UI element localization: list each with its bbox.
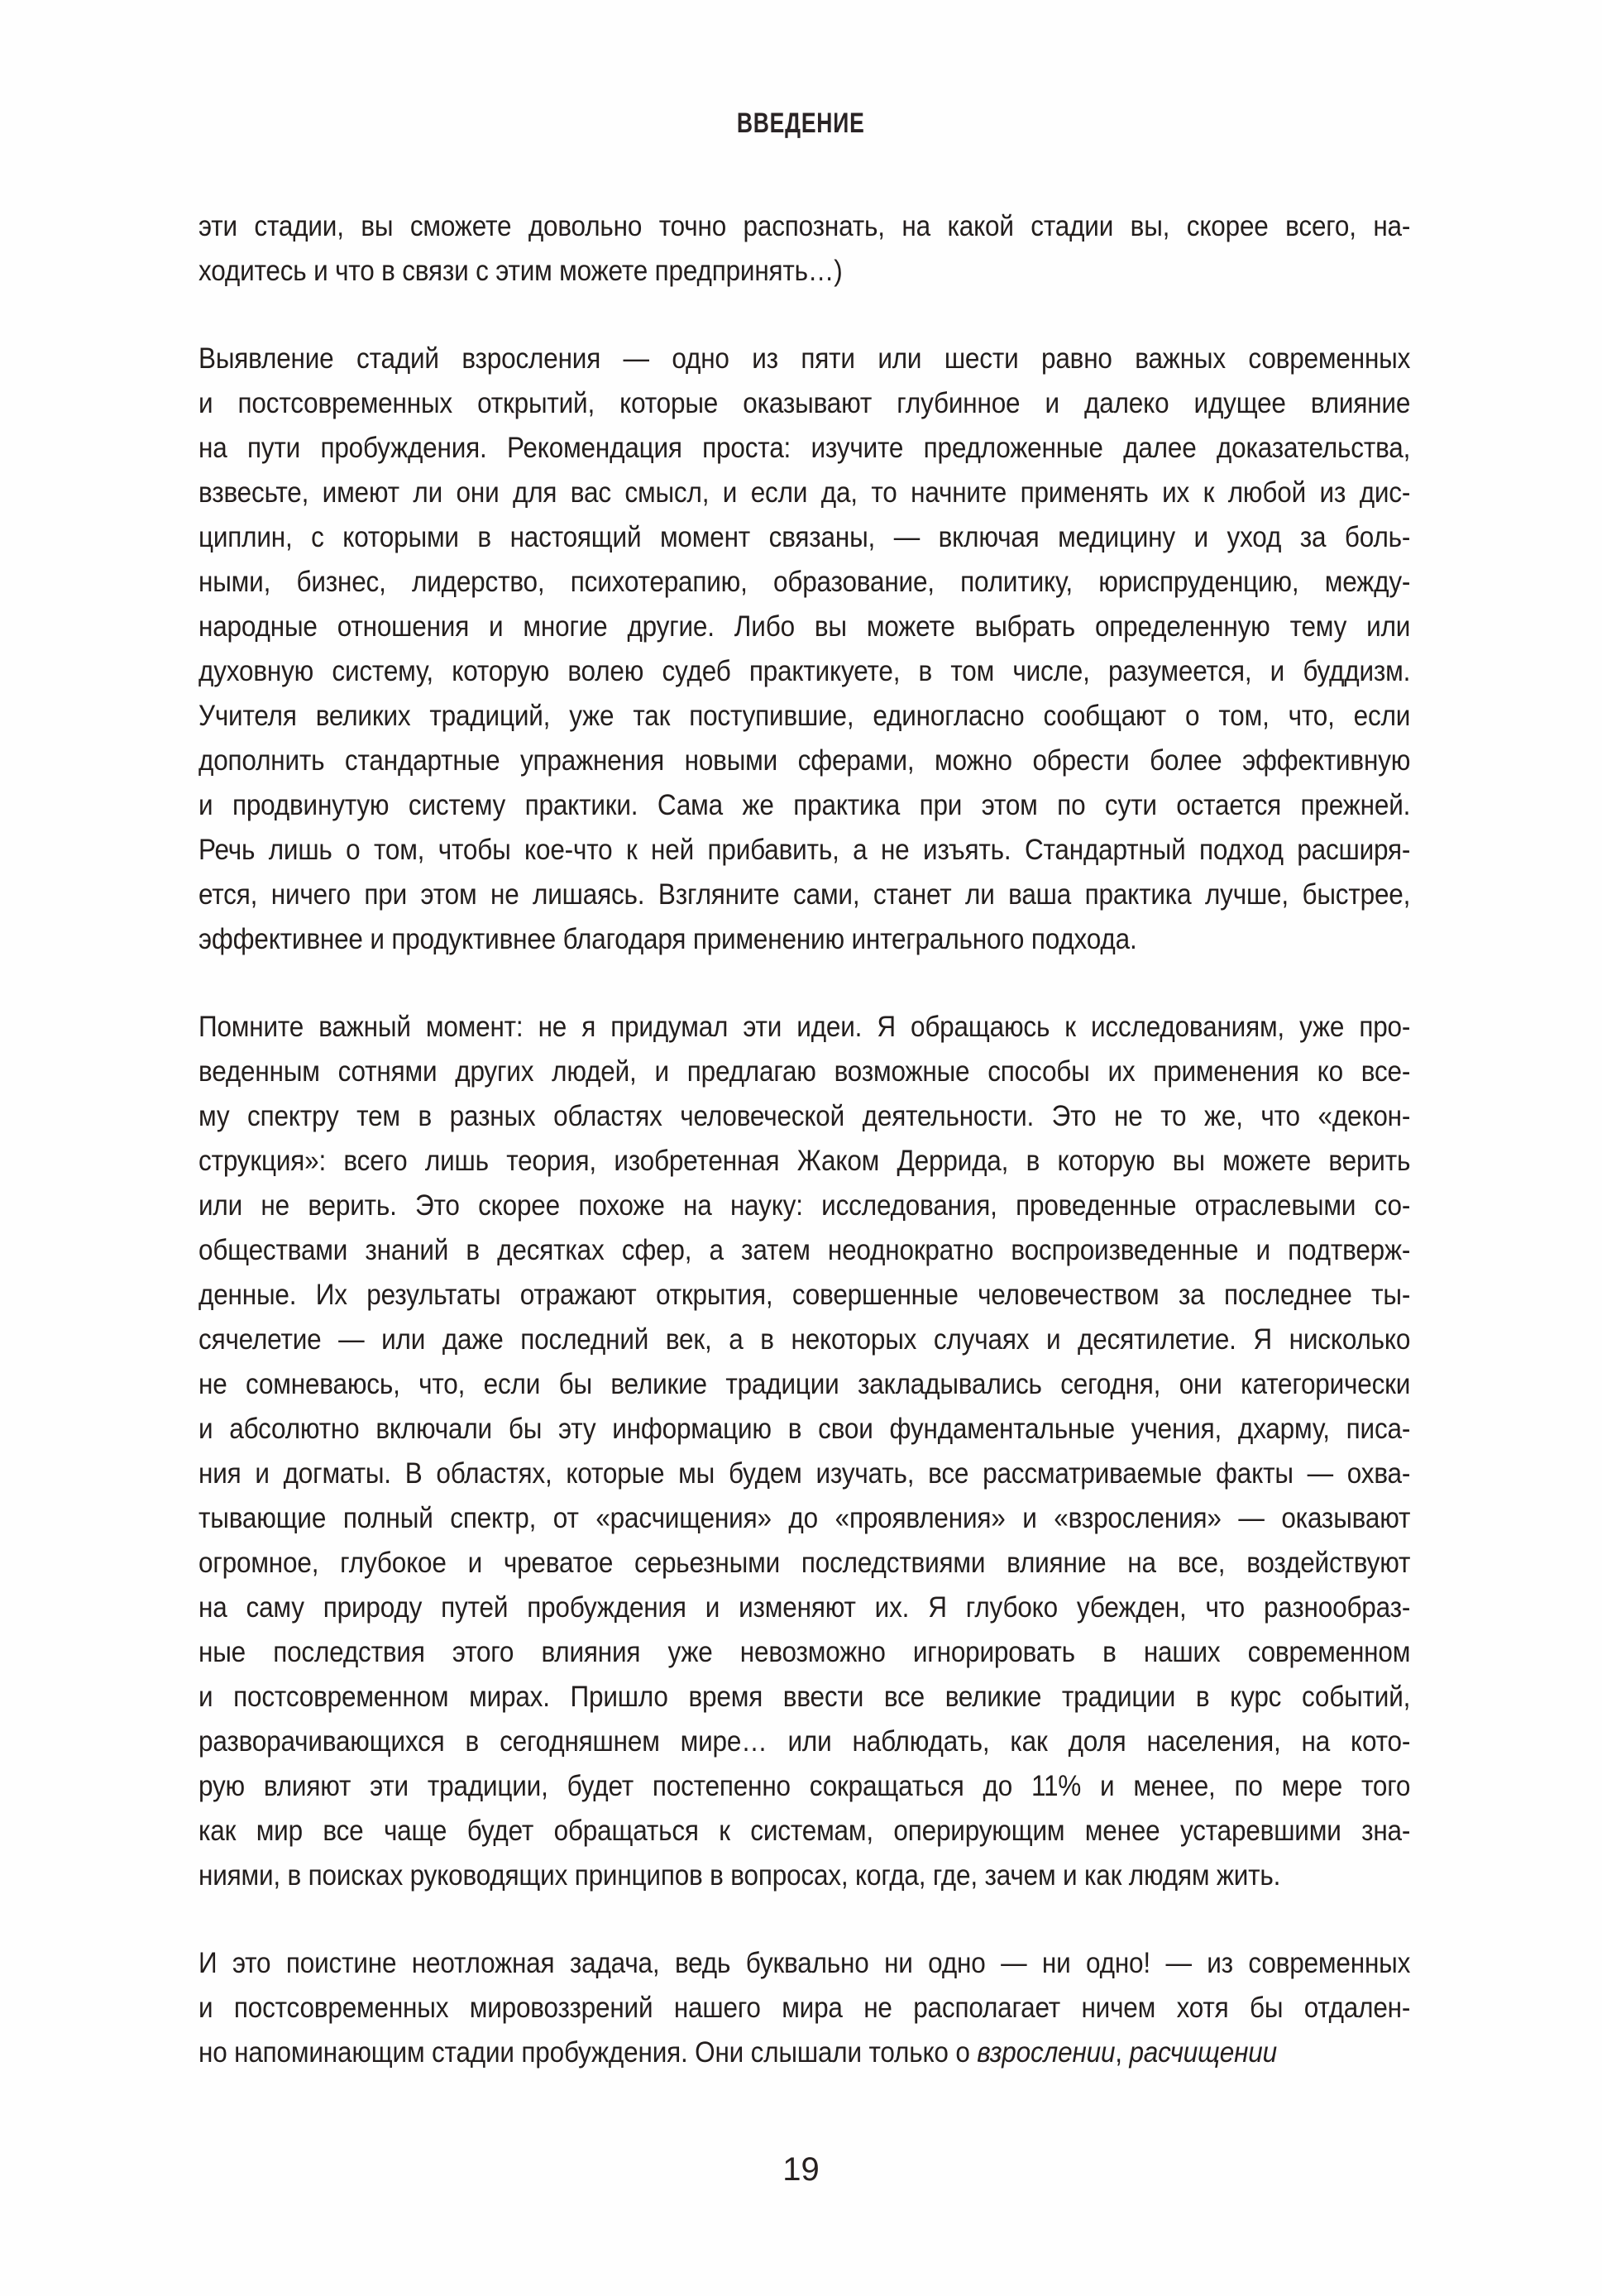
text-line: ния и догматы. В областях, которые мы будем изучать, все рассматриваемые факты — охва- [198, 1457, 1411, 1490]
text-line: денные. Их результаты отражают открытия, совершенные человечеством за последнее ты- [198, 1279, 1411, 1311]
text-line: и продвинутую систему практики. Сама же практика при этом по сути остается прежней. [198, 789, 1411, 821]
text-line: му спектру тем в разных областях человеческой деятельности. Это не то же, что «декон- [198, 1100, 1411, 1132]
text-line: и постсовременных открытий, которые оказывают глубинное и далеко идущее влияние [198, 387, 1411, 419]
page-number: 19 [782, 2151, 820, 2188]
text-line: Выявление стадий взросления — одно из пяти или шести равно важных современных [198, 342, 1411, 375]
text-line: ходитесь и что в связи с этим можете предпринять…) [198, 255, 843, 287]
text-line: Учителя великих традиций, уже так поступившие, единогласно сообщают о том, что, если [198, 700, 1411, 732]
text-line: на пути пробуждения. Рекомендация проста: изучите предложенные далее доказательства, [198, 432, 1411, 464]
paragraph [198, 1941, 1410, 2075]
text-line: взвесьте, имеют ли они для вас смысл, и если да, то начните применять их к любой из дис- [198, 476, 1411, 509]
text-line: разворачивающихся в сегодняшнем мире… или наблюдать, как доля населения, на кото- [198, 1725, 1411, 1758]
text-line: как мир все чаще будет обращаться к системам, оперирующим менее устаревшими зна- [198, 1815, 1411, 1847]
paragraph [198, 204, 1410, 294]
text-line: И это поистине неотложная задача, ведь буквально ни одно — ни одно! — из современных [198, 1947, 1411, 1979]
text-line: и постсовременном мирах. Пришло время ввести все великие традиции в курс событий, [198, 1681, 1411, 1713]
text-line: веденным сотнями других людей, и предлагаю возможные способы их применения ко все- [198, 1055, 1411, 1088]
text-line: на саму природу путей пробуждения и изменяют их. Я глубоко убежден, что разнообраз- [198, 1591, 1411, 1624]
text-line: тывающие полный спектр, от «расчищения» до «проявления» и «взросления» — оказывают [198, 1502, 1411, 1534]
text-line: струкция»: всего лишь теория, изобретенная Жаком Деррида, в которую вы можете верить [198, 1145, 1411, 1177]
text-line: Речь лишь о том, чтобы кое-что к ней прибавить, а не изъять. Стандартный подход расширя- [198, 834, 1411, 866]
text-line: огромное, глубокое и чреватое серьезными последствиями влияние на все, воздействуют [198, 1547, 1411, 1579]
paragraph [198, 1005, 1410, 1898]
text-line: народные отношения и многие другие. Либо вы можете выбрать определенную тему или [198, 610, 1411, 643]
text-column [198, 204, 1410, 2075]
italic-term: расчищении [1129, 2036, 1277, 2069]
text-line: ные последствия этого влияния уже невозможно игнорировать в наших современном [198, 1636, 1411, 1668]
paragraph [198, 337, 1410, 962]
text-segment: , [1115, 2036, 1130, 2069]
text-line: циплин, с которыми в настоящий момент связаны, — включая медицину и уход за боль- [198, 521, 1411, 553]
text-line: ными, бизнес, лидерство, психотерапию, образование, политику, юриспруденцию, между- [198, 566, 1411, 598]
chapter-header-text: ВВЕДЕНИЕ [737, 108, 865, 139]
text-line: и абсолютно включали бы эту информацию в свои фундаментальные учения, дхарму, писа- [198, 1413, 1411, 1445]
text-line [198, 2031, 1410, 2075]
text-segment: но напоминающим стадии пробуждения. Они слышали только о [198, 2036, 978, 2069]
text-line: обществами знаний в десятках сфер, а затем неоднократно воспроизведенные и подтверж- [198, 1234, 1411, 1266]
text-line: сячелетие — или даже последний век, а в некоторых случаях и десятилетие. Я нисколько [198, 1323, 1411, 1356]
text-line: эти стадии, вы сможете довольно точно распознать, на какой стадии вы, скорее всего, на- [198, 210, 1411, 242]
text-line: эффективнее и продуктивнее благодаря применению интегрального подхода. [198, 923, 1137, 955]
text-line: или не верить. Это скорее похоже на науку: исследования, проведенные отраслевыми со- [198, 1189, 1411, 1222]
text-line: ниями, в поисках руководящих принципов в вопросах, когда, где, зачем и как людям жить. [198, 1859, 1281, 1892]
italic-term: взрослении [977, 2036, 1116, 2069]
text-line: не сомневаюсь, что, если бы великие традиции закладывались сегодня, они категорически [198, 1368, 1411, 1400]
chapter-header [0, 108, 1602, 140]
text-line: рую влияют эти традиции, будет постепенно сокращаться до 11% и менее, по мере того [198, 1770, 1411, 1802]
text-line: ется, ничего при этом не лишаясь. Взгляните сами, станет ли ваша практика лучше, быстрее, [198, 878, 1411, 911]
text-line: Помните важный момент: не я придумал эти идеи. Я обращаюсь к исследованиям, уже про- [198, 1011, 1411, 1043]
text-line: дополнить стандартные упражнения новыми сферами, можно обрести более эффективную [198, 744, 1411, 777]
text-line: и постсовременных мировоззрений нашего мира не располагает ничем хотя бы отдален- [198, 1992, 1411, 2024]
text-line: духовную систему, которую волею судеб практикуете, в том числе, разумеется, и буддизм. [198, 655, 1411, 687]
